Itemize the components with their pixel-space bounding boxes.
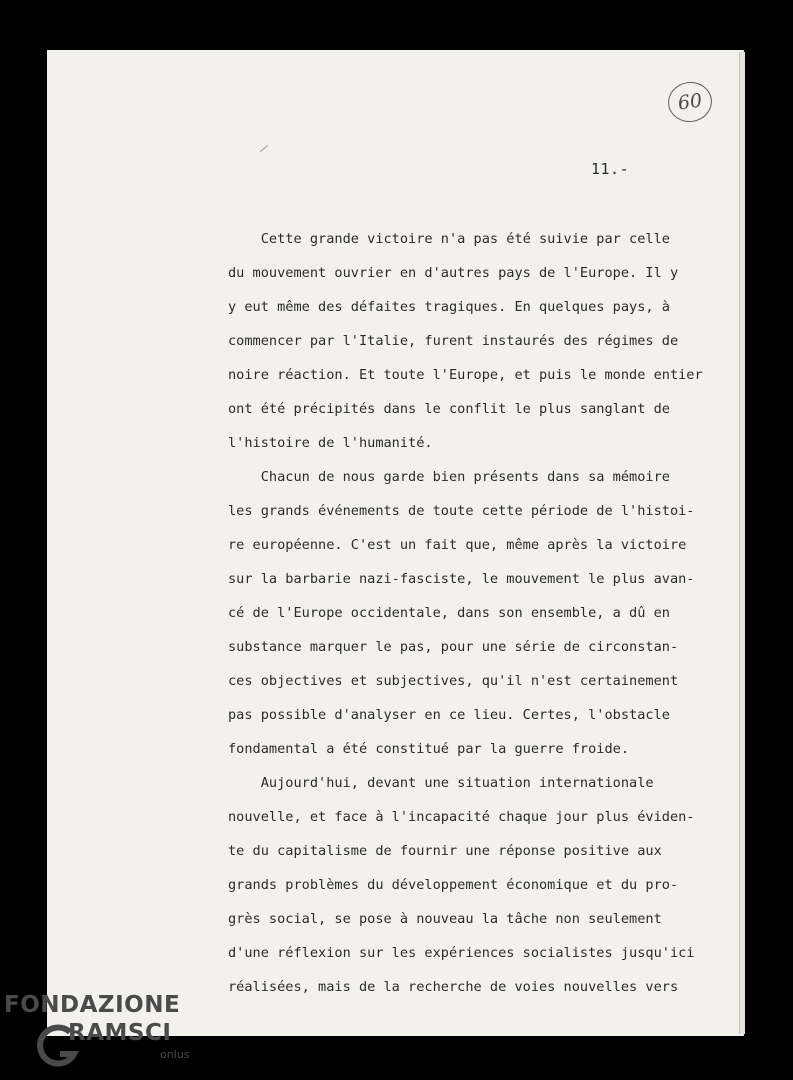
text-line: sur la barbarie nazi-fasciste, le mouvement le plus avan- xyxy=(228,571,695,587)
text-line: fondamental a été constitué par la guerre froide. xyxy=(228,741,630,757)
text-line: pas possible d'analyser en ce lieu. Certes, l'obstacle xyxy=(228,707,670,723)
text-line: re européenne. C'est un fait que, même après la victoire xyxy=(228,537,687,553)
archive-watermark xyxy=(4,992,204,1072)
text-line: te du capitalisme de fournir une réponse positive aux xyxy=(228,843,662,859)
text-line: noire réaction. Et toute l'Europe, et puis le monde entier xyxy=(228,367,703,383)
text-line: d'une réflexion sur les expériences socialistes jusqu'ici xyxy=(228,945,695,961)
text-line: y eut même des défaites tragiques. En quelques pays, à xyxy=(228,299,670,315)
text-line: grands problèmes du développement économique et du pro- xyxy=(228,877,679,893)
text-line: ces objectives et subjectives, qu'il n'est certainement xyxy=(228,673,679,689)
page-number: 11.- xyxy=(591,160,630,178)
text-line: réalisées, mais de la recherche de voies nouvelles vers xyxy=(228,979,679,995)
text-line: du mouvement ouvrier en d'autres pays de l'Europe. Il y xyxy=(228,265,679,281)
text-line: Cette grande victoire n'a pas été suivie par celle xyxy=(228,231,670,247)
watermark-line2: RAMSCI xyxy=(68,1020,172,1046)
text-line: ont été précipités dans le conflit le plus sanglant de xyxy=(228,401,670,417)
text-line: substance marquer le pas, pour une série de circonstan- xyxy=(228,639,679,655)
typed-body-text xyxy=(228,222,748,1004)
text-line: nouvelle, et face à l'incapacité chaque jour plus éviden- xyxy=(228,809,695,825)
watermark-suffix: onlus xyxy=(160,1048,190,1061)
text-line: Aujourd'hui, devant une situation internationale xyxy=(228,775,654,791)
text-line: grès social, se pose à nouveau la tâche non seulement xyxy=(228,911,662,927)
text-line: les grands événements de toute cette période de l'histoi- xyxy=(228,503,695,519)
text-line: commencer par l'Italie, furent instaurés des régimes de xyxy=(228,333,679,349)
text-line: Chacun de nous garde bien présents dans sa mémoire xyxy=(228,469,670,485)
folio-annotation: 60 xyxy=(665,79,714,125)
text-line: cé de l'Europe occidentale, dans son ensemble, a dû en xyxy=(228,605,670,621)
watermark-line1: FONDAZIONE xyxy=(4,992,181,1018)
text-line: l'histoire de l'humanité. xyxy=(228,435,433,451)
